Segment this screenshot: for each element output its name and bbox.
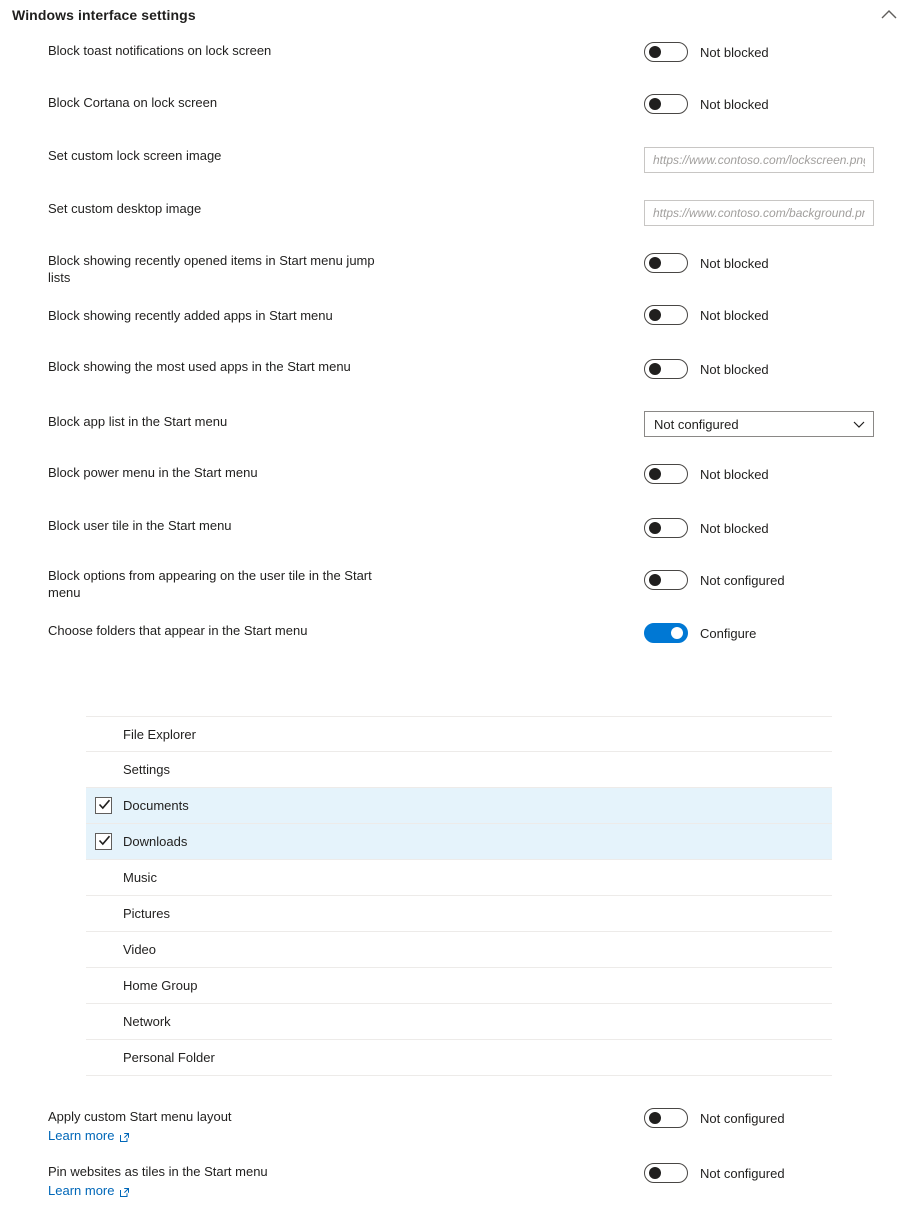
lock-screen-image-input[interactable]: [644, 147, 874, 173]
setting-row: [0, 1108, 914, 1160]
setting-control: [644, 518, 769, 538]
learn-more-label: Learn more: [48, 1128, 115, 1143]
check-icon: [98, 798, 111, 811]
start-menu-folders-list: [86, 716, 832, 1076]
setting-label: Block showing the most used apps in the Start menu: [48, 359, 351, 374]
list-item[interactable]: [86, 860, 832, 896]
toggle-block-recent-jump-lists[interactable]: [644, 253, 688, 273]
toggle-apply-custom-start-layout[interactable]: [644, 1108, 688, 1128]
external-link-icon: [119, 1130, 130, 1141]
setting-label: Set custom lock screen image: [48, 148, 222, 163]
setting-row: [0, 622, 914, 674]
toggle-state-label: Not blocked: [700, 255, 769, 271]
section-header: [0, 0, 914, 30]
setting-label: Choose folders that appear in the Start menu: [48, 623, 308, 638]
setting-label-text: Pin websites as tiles in the Start menu: [48, 1164, 268, 1179]
setting-label: Block app list in the Start menu: [48, 414, 228, 429]
setting-row: [0, 42, 914, 94]
setting-control: [644, 1108, 785, 1128]
setting-label: Set custom desktop image: [48, 201, 202, 216]
toggle-state-label: Not blocked: [700, 361, 769, 377]
setting-row: [0, 464, 914, 516]
setting-row: [0, 567, 914, 619]
setting-label: Block showing recently added apps in Start menu: [48, 308, 333, 323]
toggle-state-label: Not blocked: [700, 520, 769, 536]
setting-control: [644, 200, 874, 226]
toggle-state-label: Not configured: [700, 1165, 785, 1181]
setting-control: [644, 464, 769, 484]
setting-control: [644, 411, 874, 437]
toggle-block-most-used-apps[interactable]: [644, 359, 688, 379]
list-item[interactable]: [86, 824, 832, 860]
list-item[interactable]: [86, 716, 832, 752]
chevron-up-icon[interactable]: [878, 6, 900, 24]
setting-row: [0, 517, 914, 569]
toggle-state-label: Not blocked: [700, 307, 769, 323]
setting-label: Block Cortana on lock screen: [48, 95, 218, 110]
toggle-pin-websites-as-tiles[interactable]: [644, 1163, 688, 1183]
setting-label: Block user tile in the Start menu: [48, 518, 232, 533]
setting-control: [644, 42, 769, 62]
list-item[interactable]: [86, 968, 832, 1004]
setting-row: [0, 94, 914, 146]
setting-label: Block power menu in the Start menu: [48, 465, 258, 480]
setting-row: [0, 413, 914, 465]
setting-label: Block options from appearing on the user tile in the Start menu: [48, 568, 372, 600]
toggle-state-label: Not configured: [700, 572, 785, 588]
list-item[interactable]: [86, 788, 832, 824]
setting-label-text: Apply custom Start menu layout: [48, 1109, 232, 1124]
setting-control: [644, 305, 769, 325]
setting-row: [0, 147, 914, 199]
setting-label: Block showing recently opened items in Start menu jump lists: [48, 253, 375, 285]
list-item[interactable]: [86, 1040, 832, 1076]
folder-name: Pictures: [123, 906, 170, 921]
setting-control: [644, 1163, 785, 1183]
setting-control: [644, 253, 769, 273]
toggle-state-label: Not blocked: [700, 466, 769, 482]
dropdown-block-app-list[interactable]: [644, 411, 874, 437]
toggle-state-label: Configure: [700, 625, 757, 641]
check-icon: [98, 834, 111, 847]
desktop-image-input[interactable]: [644, 200, 874, 226]
folder-name: File Explorer: [123, 726, 196, 742]
chevron-down-icon: [853, 418, 865, 430]
learn-more-link[interactable]: [48, 1127, 130, 1144]
setting-control: [644, 359, 769, 379]
setting-label: [48, 1108, 378, 1144]
list-item[interactable]: [86, 932, 832, 968]
folder-name: Documents: [123, 798, 189, 813]
folder-name: Home Group: [123, 978, 198, 993]
folder-name: Personal Folder: [123, 1050, 215, 1065]
toggle-block-toast-notifications[interactable]: [644, 42, 688, 62]
setting-label: [48, 1163, 378, 1199]
folder-name: Downloads: [123, 834, 188, 849]
learn-more-label: Learn more: [48, 1183, 115, 1198]
toggle-block-power-menu[interactable]: [644, 464, 688, 484]
list-item[interactable]: [86, 896, 832, 932]
toggle-block-cortana[interactable]: [644, 94, 688, 114]
setting-row: [0, 1163, 914, 1215]
setting-row: [0, 307, 914, 359]
toggle-choose-start-menu-folders[interactable]: [644, 623, 688, 643]
folder-name: Music: [123, 870, 157, 885]
checkbox-checked[interactable]: [95, 833, 112, 850]
learn-more-link[interactable]: [48, 1182, 130, 1199]
setting-control: [644, 623, 756, 643]
setting-control: [644, 147, 874, 173]
folder-name: Settings: [123, 762, 170, 777]
toggle-block-user-tile[interactable]: [644, 518, 688, 538]
toggle-block-user-tile-options[interactable]: [644, 570, 688, 590]
toggle-state-label: Not blocked: [700, 96, 769, 112]
dropdown-value: Not configured: [654, 416, 739, 432]
setting-row: [0, 252, 914, 304]
setting-row: [0, 358, 914, 410]
toggle-state-label: Not blocked: [700, 44, 769, 60]
checkbox-checked[interactable]: [95, 797, 112, 814]
setting-label: Block toast notifications on lock screen: [48, 43, 272, 58]
setting-row: [0, 200, 914, 252]
toggle-block-recently-added-apps[interactable]: [644, 305, 688, 325]
setting-control: [644, 94, 769, 114]
page-title: Windows interface settings: [12, 7, 196, 23]
list-item[interactable]: [86, 1004, 832, 1040]
folder-name: Network: [123, 1014, 171, 1029]
toggle-state-label: Not configured: [700, 1110, 785, 1126]
list-item[interactable]: [86, 752, 832, 788]
setting-control: [644, 570, 785, 590]
folder-name: Video: [123, 942, 157, 957]
external-link-icon: [119, 1185, 130, 1196]
